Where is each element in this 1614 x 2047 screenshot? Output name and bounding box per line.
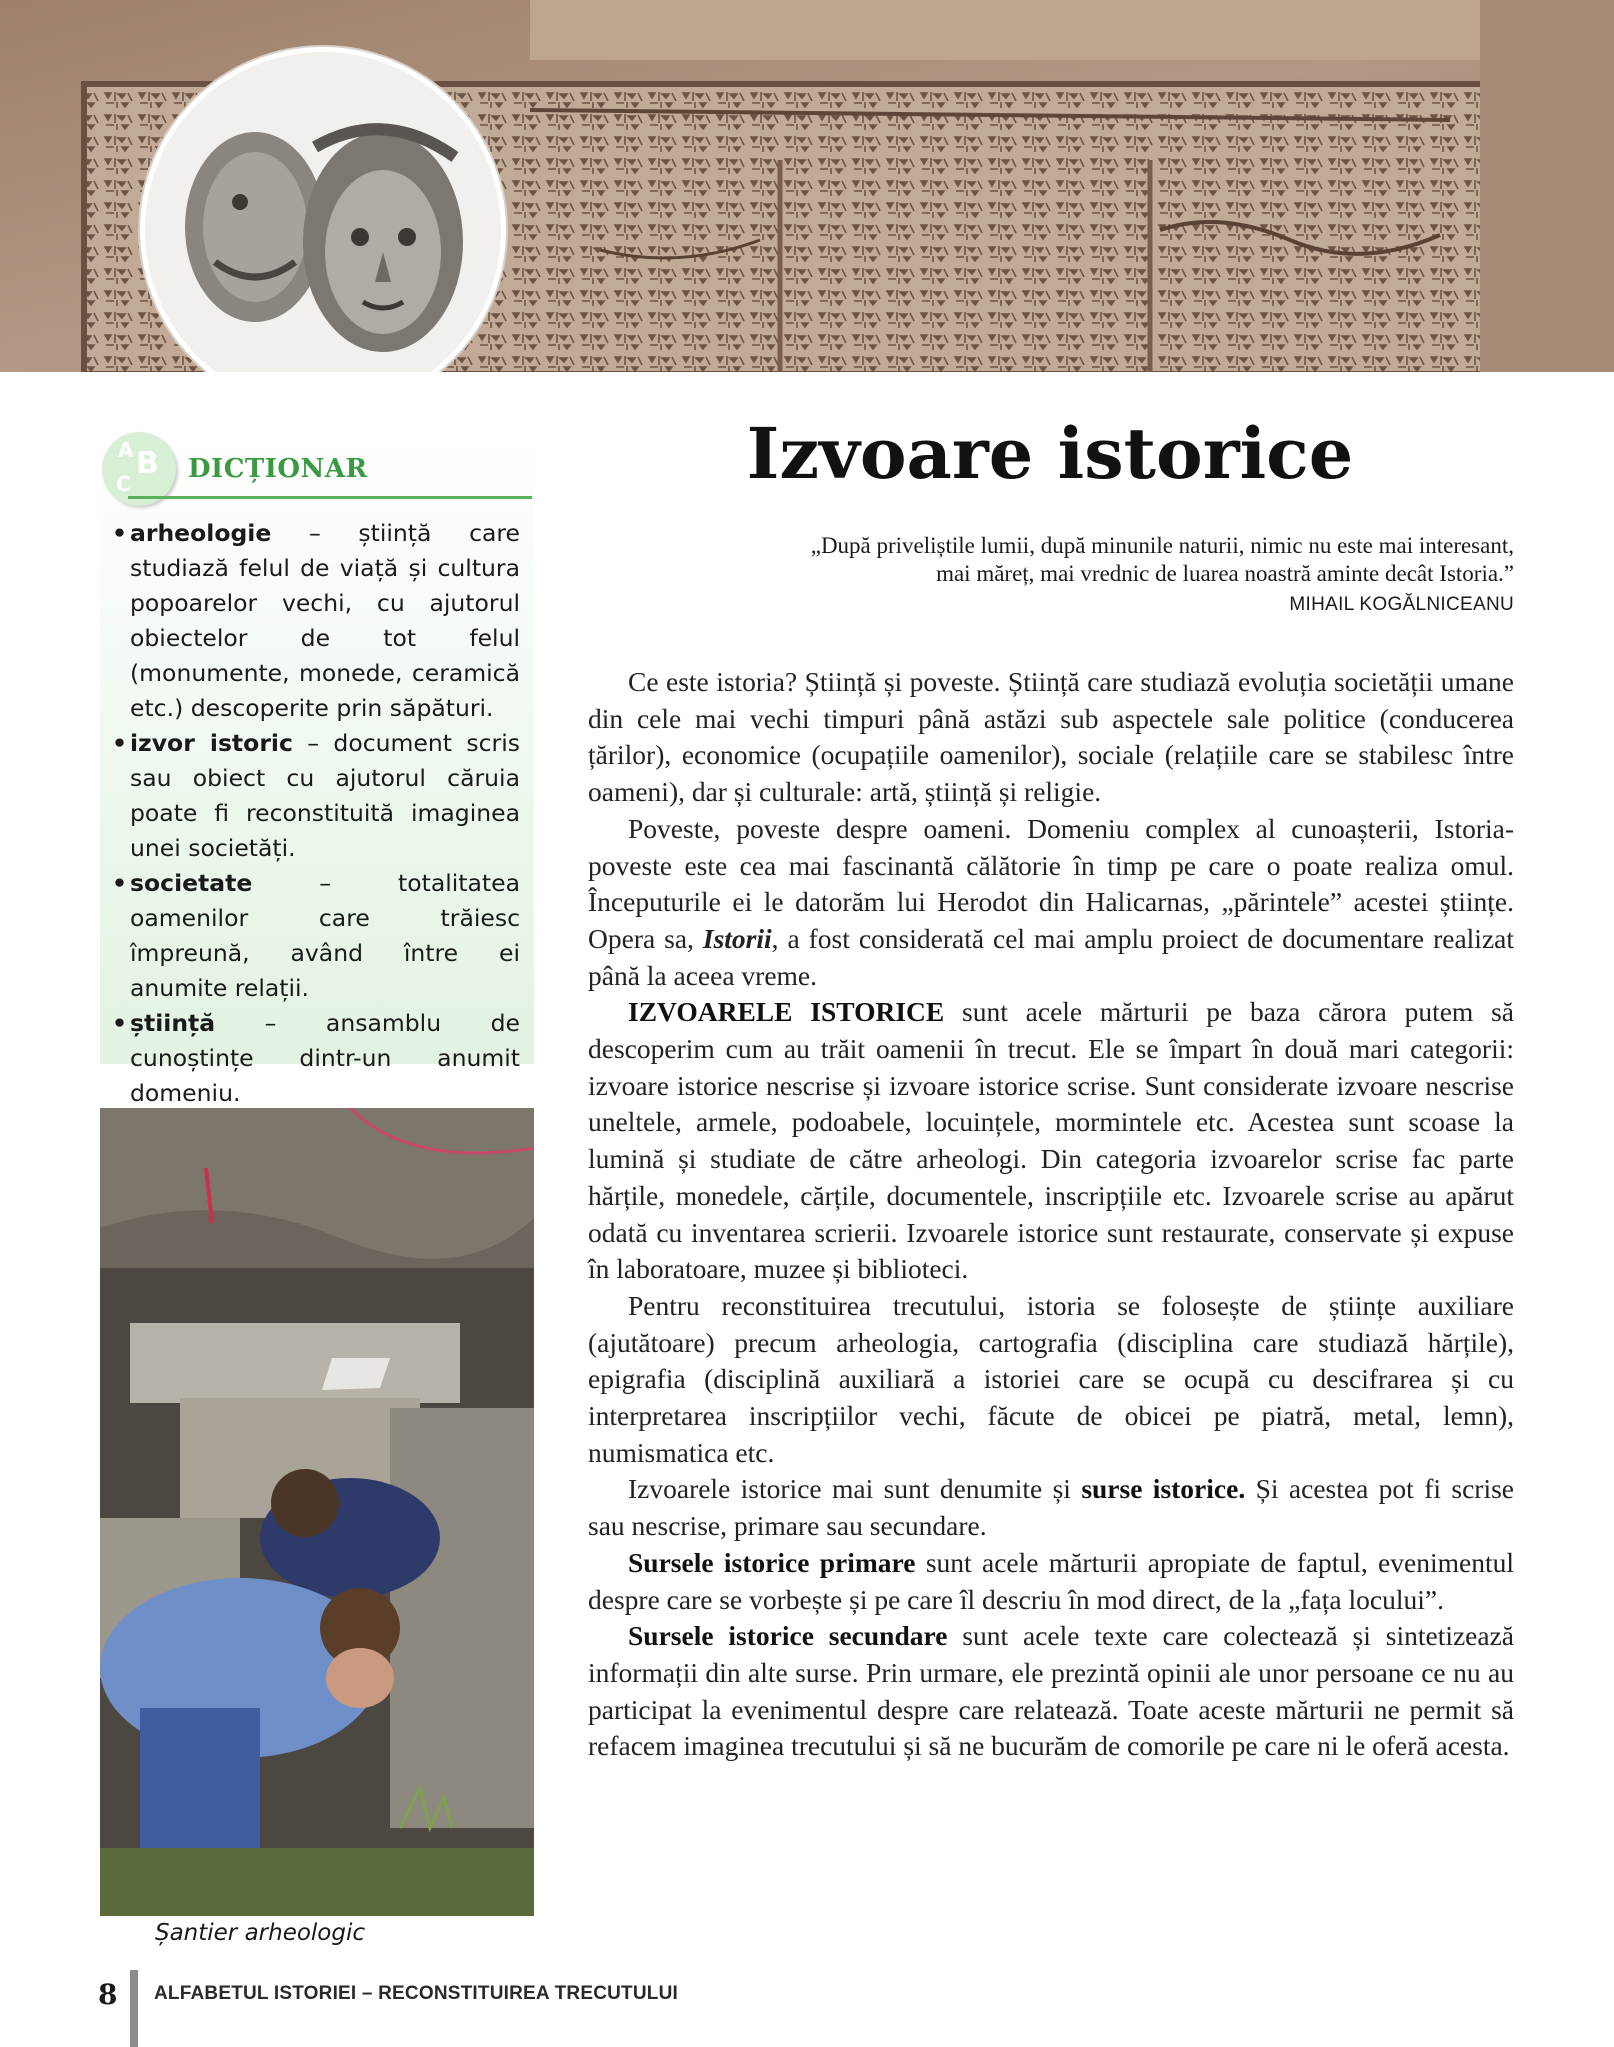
dictionary-term: știință	[130, 1009, 216, 1037]
paragraph-text: sunt acele mărturii apropiate de faptul, evenimentul despre care se vorbește și pe care îl descriu în mod direct, de la „fața locului”.	[588, 1546, 1514, 1615]
paragraph	[588, 811, 1514, 995]
paragraph-text: Izvoarele istorice mai sunt denumite și	[628, 1473, 1082, 1505]
photo-caption: Șantier arheologic	[154, 1920, 366, 1946]
running-head: ALFABETUL ISTORIEI – RECONSTITUIREA TRECUTULUI	[154, 1983, 678, 2004]
quote-line: „După priveliștile lumii, după minunile naturii, nimic nu este mai interesant,	[810, 533, 1514, 558]
badge-letter-c: C	[116, 472, 131, 496]
footer-divider	[130, 1970, 138, 2047]
excavation-photo	[100, 1108, 534, 1916]
quote-author: MIHAIL KOGĂLNICEANU	[1289, 594, 1514, 615]
keyword: IZVOARELE ISTORICE	[628, 996, 945, 1028]
book-title: Istorii	[702, 922, 772, 954]
dictionary-divider	[128, 496, 532, 499]
paragraph	[588, 994, 1514, 1288]
paragraph: Pentru reconstituirea trecutului, istoria se folosește de științe auxiliare (ajutătoare) precum arheologia, cartografia (disciplina care studiază hărțile), epigrafia (disciplină auxiliară a istoriei care se ocupă cu descifrarea și cu interpretarea inscripțiilor vechi, făcute de obicei pe piatră, metal, lemn), numismatica etc.	[588, 1289, 1514, 1468]
dictionary-definition: – document scris sau obiect cu ajutorul căruia poate fi reconstituită imaginea unei societăți.	[130, 729, 520, 862]
dictionary-entry	[112, 1006, 520, 1111]
page-number: 8	[98, 1978, 118, 2011]
dictionary-definition: – știință care studiază felul de viață și cultura popoarelor vechi, cu ajutorul obiectelor de tot felul (monumente, monede, ceramică etc.) descoperite prin săpături.	[130, 519, 520, 722]
keyword: Sursele istorice primare	[628, 1546, 916, 1578]
dictionary-definition: – totalitatea oamenilor care trăiesc împreună, având între ei anumite relații.	[130, 869, 520, 1002]
paragraph-text: sunt acele mărturii pe baza cărora putem să descoperim cum au trăit oamenii în trecut. Ele se împart în două mari categorii: izvoare istorice nescrise și izvoare istorice scrise. Sunt considerate izvoare nescrise uneltele, armele, podoabele, locuințele, mormintele etc. Acestea sunt scoase la lumină și studiate de către arheologi. Din categoria izvoarelor scrise fac parte hărțile, monedele, cărțile, documentele, inscripțiile etc. Izvoarele scrise au apărut odată cu inventarea scrierii. Izvoarele istorice sunt restaurate, conservate și expuse în laboratoare, muzee și biblioteci.	[588, 996, 1514, 1285]
abc-dictionary-icon	[102, 432, 176, 506]
dictionary-entry	[112, 516, 520, 726]
paragraph-text: Și acestea pot fi scrise sau nescrise, primare sau secundare.	[588, 1473, 1515, 1542]
coin-two-faces-illustration	[145, 52, 501, 372]
keyword: surse istorice.	[1081, 1473, 1246, 1505]
dictionary-term: societate	[130, 869, 253, 897]
ancient-coin-image	[140, 47, 506, 372]
dictionary-entry	[112, 866, 520, 1006]
article-body	[588, 664, 1514, 1765]
badge-letter-b: B	[136, 446, 159, 481]
paragraph-text: sunt acele texte care colectează și sintetizează informații din alte surse. Prin urmare, ele prezintă opinii ale unor persoane ce nu au participat la evenimentul despre care relatează. Toate aceste mărturii ne permit să refacem imaginea trecutului și să ne bucurăm de comorile pe care ni le oferă acesta.	[588, 1620, 1515, 1762]
paragraph	[588, 1545, 1514, 1618]
cuneiform-banner-image	[0, 0, 1614, 372]
excavation-illustration	[100, 1108, 534, 1916]
epigraph-quote	[600, 532, 1514, 588]
paragraph	[588, 1618, 1514, 1765]
badge-letter-a: A	[118, 438, 134, 462]
dictionary-term: izvor istoric	[130, 729, 293, 757]
quote-line: mai măreț, mai vrednic de luarea noastră aminte decât Istoria.”	[936, 561, 1514, 586]
page-title: Izvoare istorice	[746, 412, 1354, 495]
dictionary-box	[100, 432, 534, 1107]
paragraph	[588, 1471, 1514, 1544]
paragraph-text: Poveste, poveste despre oameni. Domeniu complex al cunoașterii, Istoria-poveste este cea mai fascinantă călătorie în timp pe care o poate realiza omul. Începuturile ei le datorăm lui Herodot din Halicarnas, „părintele” acestei științe. Opera sa,	[588, 812, 1514, 954]
dictionary-term: arheologie	[130, 519, 272, 547]
keyword: Sursele istorice secundare	[628, 1620, 948, 1652]
paragraph: Ce este istoria? Știință și poveste. Știință care studiază evoluția societății umane din cele mai vechi timpuri până astăzi sub aspectele sale politice (conducerea țărilor), economice (ocupațiile oamenilor), sociale (relațiile care se stabilesc între oameni), dar și culturale: artă, știință și religie.	[588, 666, 1514, 808]
dictionary-list	[112, 516, 520, 1111]
paragraph-text: , a fost considerată cel mai amplu proiect de documentare realizat până la aceea vreme.	[588, 922, 1514, 991]
dictionary-title: DICȚIONAR	[188, 454, 368, 484]
dictionary-definition: – ansamblu de cunoștințe dintr-un anumit domeniu.	[130, 1009, 520, 1107]
dictionary-entry	[112, 726, 520, 866]
